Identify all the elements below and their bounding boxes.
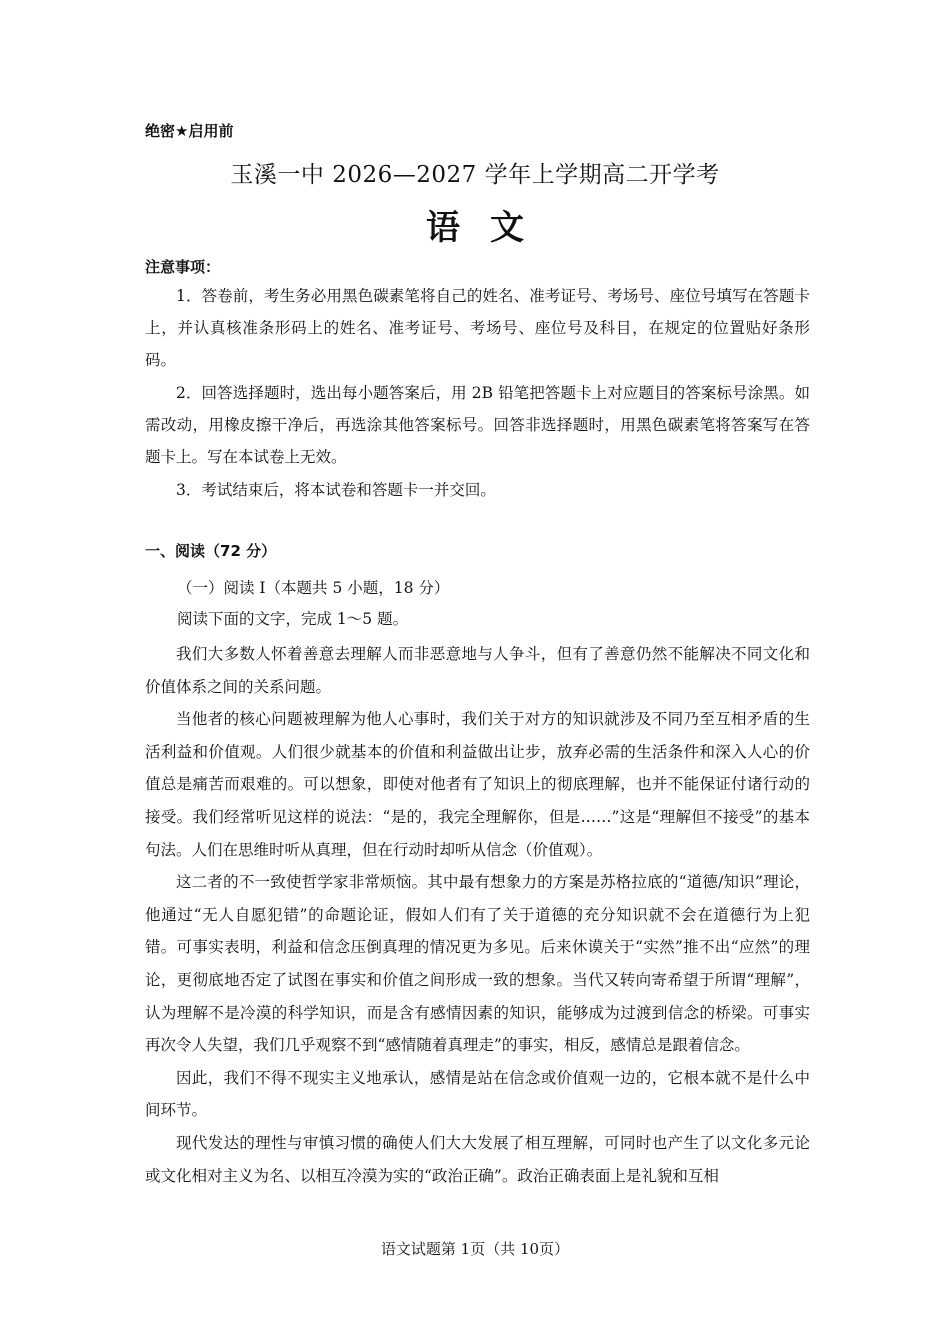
page-footer: 语文试题第 1页（共 10页） [380, 1240, 570, 1258]
section-heading: 一、阅读（72 分） [145, 542, 277, 560]
passage-paragraph: 这二者的不一致使哲学家非常烦恼。其中最有想象力的方案是苏格拉底的“道德/知识”理论，他通过“无人自愿犯错”的命题论证，假如人们有了关于道德的充分知识就不会在道德行为上犯错。可事实表明，利益和信念压倒真理的情况更为多见。后来休谟关于“实然”推不出“应然”的理论，更彻底地否定了试图在事实和价值之间形成一致的想象。当代又转向寄希望于所谓“理解”，认为理解不是冷漠的科学知识，而是含有感情因素的知识，能够成为过渡到信念的桥梁。可事实再次令人失望，我们几乎观察不到“感情随着真理走”的事实，相反，感情总是跟着信念。 [145, 873, 810, 1055]
notice-heading: 注意事项： [145, 258, 221, 276]
notice-item-2: 2．回答选择题时，选出每小题答案后，用 2B 铅笔把答题卡上对应题目的答案标号涂黑。如需改动，用橡皮擦干净后，再选涂其他答案标号。回答非选择题时，用黑色碳素笔将答案写在答题卡上。写在本试卷上无效。 [145, 384, 810, 466]
subject-title: 语文 [426, 208, 554, 248]
passage-paragraph: 因此，我们不得不现实主义地承认，感情是站在信念或价值观一边的，它根本就不是什么中间环节。 [145, 1068, 810, 1120]
exam-title: 玉溪一中 2026—2027 学年上学期高二开学考 [230, 162, 720, 188]
notice-item-3: 3．考试结束后，将本试卷和答题卡一并交回。 [176, 481, 496, 499]
part-title: （一）阅读 I（本题共 5 小题，18 分） [177, 579, 450, 597]
passage-paragraph: 我们大多数人怀着善意去理解人而非恶意地与人争斗，但有了善意仍然不能解决不同文化和价值体系之间的关系问题。 [145, 645, 810, 696]
passage-paragraph: 现代发达的理性与审慎习惯的确使人们大大发展了相互理解，可同时也产生了以文化多元论或文化相对主义为名、以相互冷漠为实的“政治正确”。政治正确表面上是礼貌和互相 [145, 1133, 810, 1185]
notice-item-1: 1．答卷前，考生务必用黑色碳素笔将自己的姓名、准考证号、考场号、座位号填写在答题卡上，并认真核准条形码上的姓名、准考证号、考场号、座位号及科目，在规定的位置贴好条形码。 [145, 287, 810, 369]
confidential-label: 绝密★启用前 [145, 122, 234, 140]
passage-paragraph: 当他者的核心问题被理解为他人心事时，我们关于对方的知识就涉及不同乃至互相矛盾的生活利益和价值观。人们很少就基本的价值和利益做出让步，放弃必需的生活条件和深入人心的价值总是痛苦而艰难的。可以想象，即使对他者有了知识上的彻底理解，也并不能保证付诸行动的接受。我们经常听见这样的说法：“是的，我完全理解你，但是……”这是“理解但不接受”的基本句法。人们在思维时听从真理，但在行动时却听从信念（价值观）。 [145, 710, 810, 859]
reading-passage [145, 638, 810, 1192]
reading-instruction: 阅读下面的文字，完成 1～5 题。 [177, 610, 409, 628]
